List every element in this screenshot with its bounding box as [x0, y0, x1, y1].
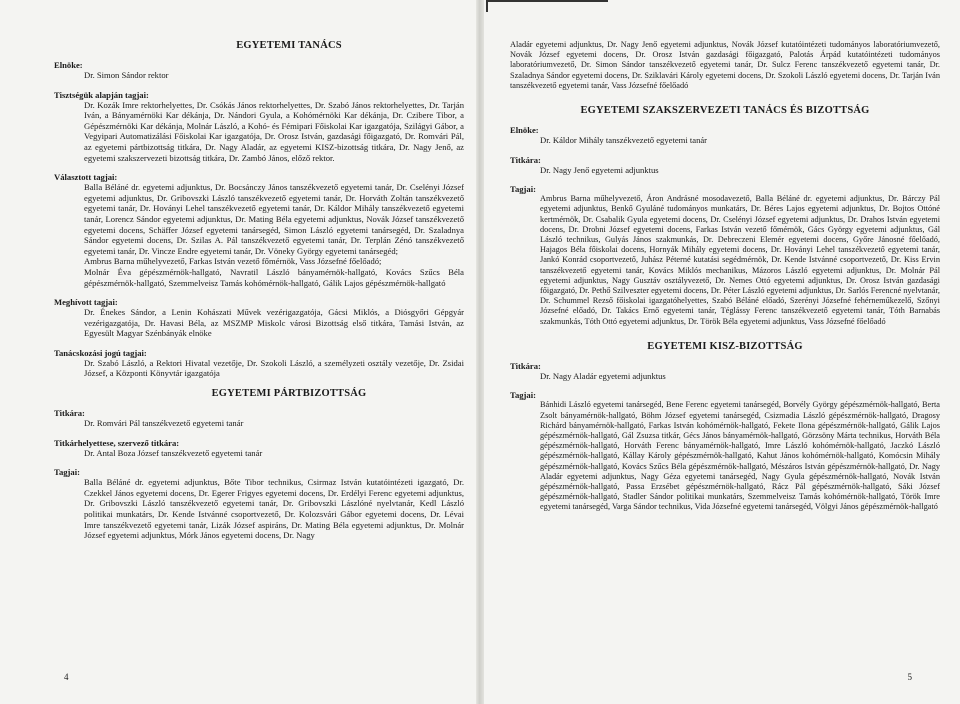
kisz-members-label: Tagjai:	[510, 390, 536, 401]
advisory-text: Dr. Szabó László, a Rektori Hivatal vezetője, Dr. Szokoli László, a személyzeti osztály vezetője, Dr. Zsidai József, a Központi Könyvtár igazgatója	[84, 357, 464, 379]
elected-text-2: Ambrus Barna műhelyvezető, Farkas István vezető főmérnök, Vass Józsefné főelőadó;	[84, 256, 382, 267]
invited-text: Dr. Énekes Sándor, a Lenin Kohászati Művek vezérigazgatója, Gácsi Miklós, a Diósgyőri Gépgyár vezérigazgatója, Dr. Havasi Béla, az MSZMP Miskolc városi Bizottság első titkára, Tamási István, az Egyesült Magyar Szénbányák elnöke	[84, 307, 464, 339]
ex-officio-text: Dr. Kozák Imre rektorhelyettes, Dr. Csókás János rektorhelyettes, Dr. Szabó János rektorhelyettes, Dr. Tarján Iván, a Bányamérnöki Kar dékánja, Dr. Nándori Gyula, a Kohómérnöki Kar dékánja, Dr. Czibere Tibor, a Gépészmérnöki Kar dékánja, Molnár László, a Kohó- és Fémipari Főiskolai Kar igazgatója, Szilágyi Gábor, a Vegyipari Automatizálási Főiskolai Kar igazgatója, Dr. Orosz István, gazdasági főigazgató, Dr. Romvári Pál, az egyetemi pártbizottság titkára, Dr. Nagy Aladár, az egyetemi KISZ-bizottság titkára, Dr. Nagy Jenő, az egyetemi szakszervezeti bizottság titkára, Dr. Zambó János, előző rektor.	[84, 99, 464, 163]
ex-officio-label: Tisztségük alapján tagjai:	[54, 89, 149, 100]
party-deputy-label: Titkárhelyettese, szervező titkára:	[54, 437, 180, 448]
continuation-text: Aladár egyetemi adjunktus, Dr. Nagy Jenő egyetemi adjunktus, Novák József kutatóintézeti tudományos laboratóriumvezető, Novák József egyetemi docens, Dr. Orosz István gazdasági főigazgató, Palotás Árpád kutatóintézeti tudományos laboratóriumvezető, Dr. Simon Sándor tanszékvezető egyetemi tanár, Dr. Sulcz Ferenc tanszékvezető egyetemi tanár, Dr. Szaladnya Sándor egyetemi docens, Dr. Sziklavári Károly egyetemi docens, Dr. Szokoli László egyetemi docens, Dr. Tarján Iván tanszékvezető egyetemi tanár, Vass Józsefné főelőadó	[510, 40, 940, 90]
union-members-label: Tagjai:	[510, 184, 536, 195]
kisz-secretary-label: Titkára:	[510, 360, 541, 371]
president-label: Elnöke:	[54, 60, 83, 70]
president-value: Dr. Simon Sándor rektor	[84, 70, 169, 80]
left-page	[0, 0, 478, 704]
union-secretary-label: Titkára:	[510, 154, 541, 165]
union-council-title: EGYETEMI SZAKSZERVEZETI TANÁCS ÉS BIZOTTSÁG	[580, 105, 870, 117]
kisz-members-text: Bánhidi László egyetemi tanársegéd, Bene Ferenc egyetemi tanársegéd, Borvély György gépészmérnök-hallgató, Berta Zsolt bányamérnök-hallgató, Böhm József egyetemi tanársegéd, Csizmadia László gépészmérnök-hallgató, Dragosy Richárd bányamérnök-hallgató, Farkas István kohómérnök-hallgató, Fekete Ilona gépészmérnök-hallgató, Gálik Lajos gépészmérnök-hallgató, Gál Zsuzsa titkár, Gécs János bányamérnök-hallgató, Görzsöny Márta technikus, Horváth Béla gépészmérnök-hallgató, Horváth Ferenc bányamérnök-hallgató, Imre László kohómérnök-hallgató, Jaczkó László gépészmérnök-hallgató, Kállay Károly gépészmérnök-hallgató, Kahut János kohómérnök-hallgató, Komócsin Mihály gépészmérnök-hallgató, Kovács Szűcs Béla gépészmérnök-hallgató, Mészáros István gépészmérnök-hallgató, Dr. Nagy Aladár egyetemi adjunktus, Nagy Géza egyetemi tanársegéd, Nagy Gyula gépészmérnök-hallgató, Novák István gépészmérnök-hallgató, Passa Erzsébet gépészmérnök-hallgató, Rácz Pál gépészmérnök-hallgató, Sáki József gépészmérnök-hallgató, Stadler Sándor politikai munkatárs, Szemmelveisz Tamás kohómérnök-hallgató, Török Imre egyetemi tanársegéd, Varga Sándor technikus, Vida Józsefné egyetemi tanársegéd, Völgyi János gépészmérnök-hallgató	[540, 400, 940, 512]
right-page	[482, 0, 960, 704]
party-members-text: Balla Béláné dr. egyetemi adjunktus, Bőte Tibor technikus, Csirmaz István kutatóintézeti igazgató, Dr. Czekkel János egyetemi docens, Dr. Egerer Frigyes egyetemi docens, Dr. Erdélyi Ferenc egyetemi adjunktus, Dr. Gribovszki László tanszékvezető egyetemi tanár, Dr. Gribovszki Lászlóné nyelvtanár, Kedl László politikai munkatárs, Dr. Kende Istvánné csoportvezető, Dr. Kolozsvári Gábor egyetemi docens, Dr. Lévai Imre tanszékvezető egyetemi tanár, Lizák József aspiráns, Dr. Mating Béla egyetemi adjunktus, Dr. Molnár József egyetemi adjunktus, Mórk János egyetemi docens, Dr. Nagy	[84, 477, 464, 541]
page-number: 5	[907, 672, 912, 682]
union-members-text: Ambrus Barna műhelyvezető, Áron Andrásné mosodavezető, Balla Béláné dr. egyetemi adjunktus, Dr. Bárczy Pál egyetemi adjunktus, Benkő Gyuláné tudományos munkatárs, Dr. Béres Lajos egyetemi adjunktus, Dr. Bojtos Ottóné kertmérnök, Dr. Csabalik Gyula egyetemi docens, Dr. Cselényi József egyetemi adjunktus, Dr. Drahos István egyetemi docens, Dr. Drobni József egyetemi docens, Farkas István vezető főmérnök, Gács György egyetemi adjunktus, Gál László technikus, Gulyás János szakmunkás, Dr. Debreczeni Elemér egyetemi docens, Győre Jánosné főelőadó, Hajagos Béla főiskolai docens, Hornyák Mihály egyetemi docens, Dr. Hoványi Lehel tanszékvezető egyetemi tanár, Jankó Konrád csoportvezető, Juhász Péterné kutatási segédmérnök, Dr. Kende Istvánné csoportvezető, Dr. Kiss Ervin tanszékvezető egyetemi tanár, Kovács Miklós mechanikus, Mázoros László egyetemi adjunktus, Dr. Molnár Pál egyetemi adjunktus, Nagy Gusztáv osztályvezető, Dr. Nemes Ottó egyetemi adjunktus, Dr. Orosz István gazdasági főigazgató, Dr. Pethő Szilveszter egyetemi docens, Dr. Péter László egyetemi adjunktus, Dr. Sarlós Ferencné nyelvtanár, Dr. Schummel Rezső főiskolai igazgatóhelyettes, Szabó Béláné előadó, Szerényi Józsefné fehérneműkezelő, Szőnyi Józsefné előadó, Dr. Takács Ernő egyetemi tanár, Téglássy Ferenc tanszékvezető egyetemi tanár, Tóth Barnabás szakmunkás, Tóth Ottó egyetemi adjunktus, Dr. Török Béla egyetemi adjunktus, Vass Józsefné főelőadó	[540, 194, 940, 326]
party-deputy-value: Dr. Antal Boza József tanszékvezető egyetemi tanár	[84, 447, 263, 458]
advisory-label: Tanácskozási jogú tagjai:	[54, 347, 147, 358]
union-president-value: Dr. Káldor Mihály tanszékvezető egyetemi tanár	[540, 135, 708, 146]
party-secretary-value: Dr. Romvári Pál tanszékvezető egyetemi tanár	[84, 418, 244, 429]
party-committee-title: EGYETEMI PÁRTBIZOTTSÁG	[211, 388, 367, 400]
council-title: EGYETEMI TANÁCS	[236, 40, 342, 51]
party-secretary-label: Titkára:	[54, 408, 85, 419]
elected-text-3: Molnár Éva gépészmérnök-hallgató, Navratil László bányamérnök-hallgató, Kovács Szűcs Béla gépészmérnök-hallgató, Szemmelveisz Tamás kohómérnök-hallgató, Gálik Lajos gépészmérnök-hallgató	[84, 266, 464, 288]
elected-text: Balla Béláné dr. egyetemi adjunktus, Dr. Bocsánczy János tanszékvezető egyetemi tanár, Dr. Cselényi József egyetemi adjunktus, Dr. Gribovszki László tanszékvezető egyetemi tanár, Dr. Horváth Zoltán tanszékvezető egyetemi tanár, Dr. Hoványi Lehel tanszékvezető egyetemi tanár, Dr. Káldor Mihály tanszékvezető egyetemi tanár, Lorencz Sándor egyetemi adjunktus, Dr. Mating Béla egyetemi adjunktus, Novák József tanszékvezető egyetemi docens, Schäffer József egyetemi tanársegéd, Simon László egyetemi tanársegéd, Dr. Szaladnya Sándor egyetemi docens, Dr. Szilas A. Pál tanszékvezető egyetemi tanár, Dr. Terplán Zénó tanszékvezető egyetemi tanár, Dr. Vincze Endre egyetemi tanár, Dr. Vöneky György egyetemi tanársegéd;	[84, 182, 464, 256]
page-number: 4	[64, 672, 69, 682]
kisz-secretary-value: Dr. Nagy Aladár egyetemi adjunktus	[540, 370, 666, 381]
kisz-committee-title: EGYETEMI KISZ-BIZOTTSÁG	[647, 340, 803, 352]
invited-label: Meghívott tagjai:	[54, 297, 118, 308]
party-members-label: Tagjai:	[54, 467, 80, 478]
union-president-label: Elnöke:	[510, 125, 539, 136]
elected-label: Választott tagjai:	[54, 172, 118, 183]
union-secretary-value: Dr. Nagy Jenő egyetemi adjunktus	[540, 164, 659, 175]
